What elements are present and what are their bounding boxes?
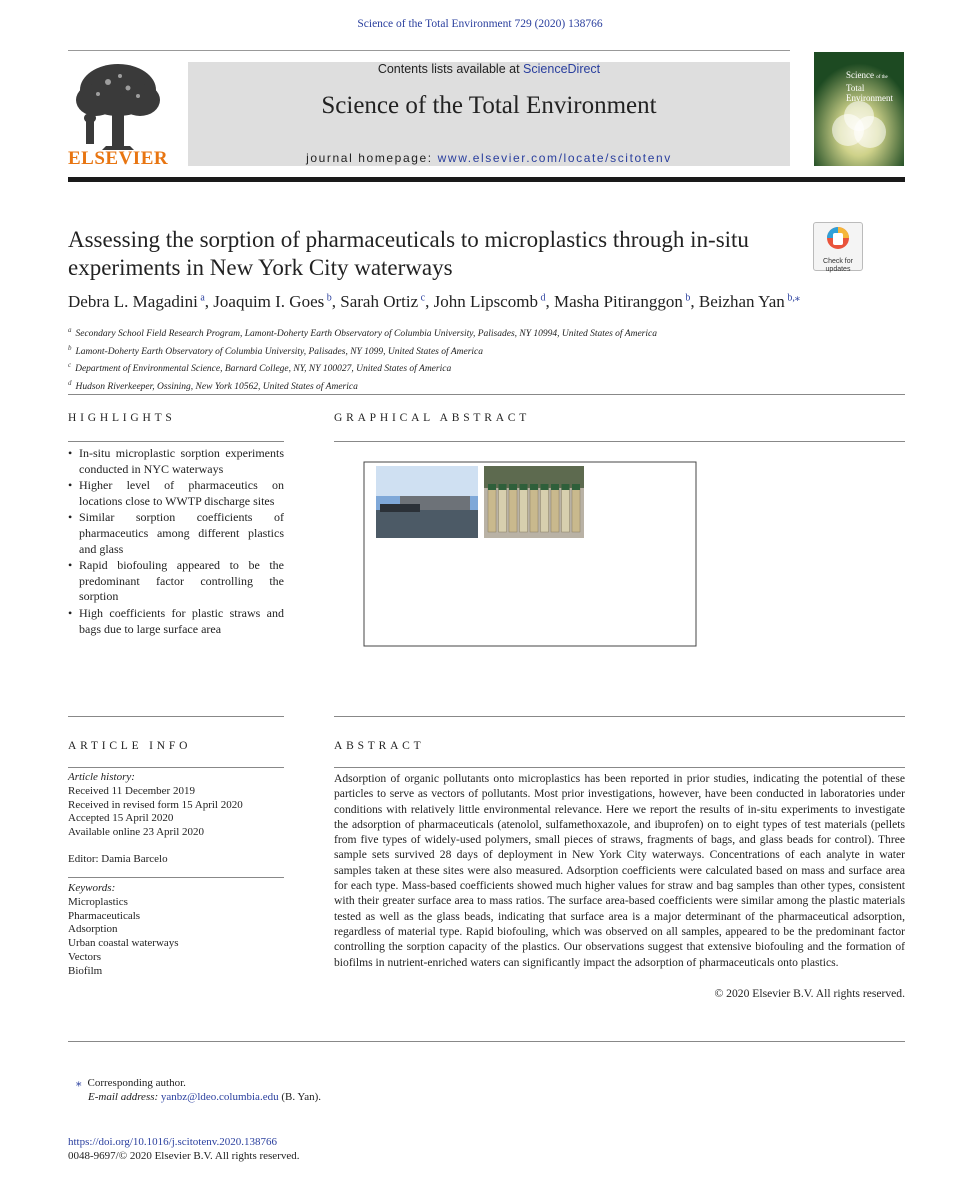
divider [68, 441, 284, 442]
abstract-heading: ABSTRACT [334, 740, 425, 752]
affiliation [68, 324, 905, 342]
river-photo [376, 466, 478, 538]
affiliation-text: Hudson Riverkeeper, Ossining, New York 10562, United States of America [75, 382, 358, 393]
cover-title-rest: Total Environment [846, 83, 893, 103]
journal-reference[interactable]: Science of the Total Environment 729 (2020) 138766 [357, 18, 603, 30]
history-item: Available online 23 April 2020 [68, 826, 205, 839]
journal-title: Science of the Total Environment [321, 92, 657, 119]
author-list: Debra L. Magadini $^a$, Joaquim I. Goes $^b$, Sarah Ortiz $^c$, John Lipscomb $^d$, Masha Pitiranggon $^b$, Beizhan Yan $^{b,⁎}$ [68, 292, 800, 311]
keyword-list [68, 896, 284, 979]
author-affiliation-marker[interactable]: b,⁎ [784, 292, 800, 304]
check-updates-icon [814, 223, 862, 253]
affiliation-text: Secondary School Field Research Program, Lamont-Doherty Earth Observatory of Columbia University, Palisades, NY 10994, United States of America [75, 329, 657, 340]
highlights-list [68, 446, 284, 638]
check-for-updates-button[interactable] [813, 222, 863, 271]
keywords-label: Keywords: [68, 882, 116, 894]
affiliation [68, 377, 905, 395]
sciencedirect-link[interactable]: ScienceDirect [523, 62, 601, 76]
cover-title [846, 70, 902, 103]
keyword-item: Biofilm [68, 964, 103, 977]
email-link[interactable]: yanbz@ldeo.columbia.edu [160, 1091, 279, 1103]
history-list [68, 785, 284, 840]
corresponding-author-note [68, 1076, 321, 1104]
author[interactable] [213, 292, 331, 311]
cover-of-the: of the [876, 75, 888, 80]
highlight-item: • Similar sorption coefficients of pharmaceutics among different plastics and glass [68, 510, 284, 557]
author-name: Beizhan Yan [698, 292, 785, 311]
author[interactable] [554, 292, 690, 311]
divider [68, 716, 284, 717]
author-affiliation-marker[interactable]: b [324, 292, 332, 304]
samples-photo [484, 466, 584, 538]
divider [334, 767, 905, 768]
author-name: Debra L. Magadini [68, 292, 198, 311]
highlight-item: • Higher level of pharmaceutics on locations close to WWTP discharge sites [68, 478, 284, 509]
history-item: Received in revised form 15 April 2020 [68, 798, 243, 811]
affiliation-key: a [68, 326, 72, 334]
badge-line-1: Check for [823, 258, 853, 265]
highlights-heading: HIGHLIGHTS [68, 412, 176, 424]
affiliation-key: b [68, 343, 72, 352]
author-name: Masha Pitiranggon [553, 292, 683, 311]
author[interactable] [68, 292, 205, 311]
divider [334, 716, 905, 717]
author-name: John Lipscomb [433, 292, 538, 311]
divider [334, 441, 905, 442]
doi-block [68, 1135, 300, 1163]
highlight-item: • In-situ microplastic sorption experiments conducted in NYC waterways [68, 446, 284, 477]
abstract-text: Adsorption of organic pollutants onto microplastics has been reported in prior studies, indicating the potential of these particles to serve as vectors of pollutants. Most prior investigations, however, have been conducted in laboratories under conditions with relatively little environmental relevance. Here we report the results of in-situ experiments to investigate the adsorption of pharmaceuticals (atenolol, sulfamethoxazole, and ibuprofen) on to eight types of test materials (pellets from five types of widely-used polymers, small pieces of straws, fragments of bags, and glass beads for control). Three sample sets survived 28 days of deployment in New York City waterways. Concentrations of each analyte in water samples taken at these sites were also measured. Adsorption coefficients were calculated based on mass and surface area for each type. Mass-based coefficients showed much higher values for straw and bag samples than other types, consistent with their greater surface area to mass ratios. The surface area-based coefficients were similar among the plastic materials tested as well as the glass beads, indicating that surface area is a major determinant of the pharmaceutical adsorption, regardless of material type. Rapid biofouling, which was observed on all samples, appeared to be the predominant factor controlling the sorption capacity of the plastics. Our observations suggest that extensive biofouling and the formation of biofilms in nutrient-enriched waters can significantly impact the adsorption of pharmaceuticals onto plastics. [334, 772, 905, 969]
affiliation-key: d [68, 378, 72, 387]
author[interactable] [699, 292, 800, 311]
author-affiliation-marker[interactable]: b [682, 292, 691, 304]
journal-cover-thumbnail[interactable] [814, 52, 904, 166]
journal-homepage-line [188, 151, 790, 165]
history-item: Received 11 December 2019 [68, 784, 195, 797]
issn-line: 0048-9697/© 2020 Elsevier B.V. All rights reserved. [68, 1150, 300, 1162]
affiliation [68, 342, 905, 360]
author-affiliation-marker[interactable]: a [197, 292, 205, 304]
email-label: E-mail address: [88, 1091, 159, 1103]
affiliation-text: Department of Environmental Science, Barnard College, NY, NY 100027, United States of America [75, 364, 452, 375]
abstract-copyright: © 2020 Elsevier B.V. All rights reserved. [714, 987, 905, 1000]
publisher-wordmark: ELSEVIER [68, 148, 169, 169]
cover-title-word: Science [846, 70, 874, 80]
keyword-item: Vectors [68, 950, 101, 963]
keyword-item: Urban coastal waterways [68, 937, 179, 950]
divider [68, 1041, 905, 1042]
history-label: Article history: [68, 771, 135, 783]
article-info-heading: ARTICLE INFO [68, 740, 192, 752]
author[interactable] [340, 292, 425, 311]
highlight-item: • Rapid biofouling appeared to be the predominant factor controlling the sorption [68, 558, 284, 605]
keyword-item: Pharmaceuticals [68, 909, 141, 922]
author-name: Sarah Ortiz [340, 292, 419, 311]
journal-homepage-link[interactable]: www.elsevier.com/locate/scitotenv [437, 151, 672, 165]
badge-line-2: updates [825, 266, 851, 273]
graphical-abstract-chart [330, 448, 710, 668]
homepage-prefix: journal homepage: [306, 151, 433, 165]
author-name: Joaquim I. Goes [213, 292, 325, 311]
affiliation [68, 359, 905, 377]
keywords-block [68, 882, 284, 979]
divider [68, 877, 284, 878]
affiliation-list [68, 324, 905, 395]
keyword-item: Microplastics [68, 895, 128, 908]
contents-prefix: Contents lists available at [377, 62, 520, 76]
header-divider [68, 177, 905, 182]
editor-line: Editor: Damia Barcelo [68, 852, 168, 865]
corr-label: Corresponding author. [87, 1077, 186, 1089]
divider [68, 394, 905, 395]
author-affiliation-marker[interactable]: c [418, 292, 426, 304]
divider [68, 50, 790, 51]
affiliation-text: Lamont-Doherty Earth Observatory of Columbia University, Palisades, NY 1099, United States of America [75, 346, 484, 357]
graphical-abstract-heading: GRAPHICAL ABSTRACT [334, 412, 531, 424]
email-suffix: (B. Yan). [281, 1091, 322, 1103]
corr-marker: ⁎ [76, 1077, 82, 1089]
history-item: Accepted 15 April 2020 [68, 812, 174, 825]
doi-link[interactable]: https://doi.org/10.1016/j.scitotenv.2020.138766 [68, 1136, 277, 1148]
affiliation-key: c [68, 361, 72, 370]
divider [68, 767, 284, 768]
author-affiliation-marker[interactable]: d [537, 292, 546, 304]
highlight-item: • High coefficients for plastic straws and bags due to large surface area [68, 606, 284, 637]
article-history [68, 771, 284, 867]
contents-line [188, 62, 790, 76]
keyword-item: Adsorption [68, 923, 118, 936]
author[interactable] [434, 292, 546, 311]
article-title: Assessing the sorption of pharmaceuticals to microplastics through in-situ experiments in New York City waterways [68, 227, 749, 280]
